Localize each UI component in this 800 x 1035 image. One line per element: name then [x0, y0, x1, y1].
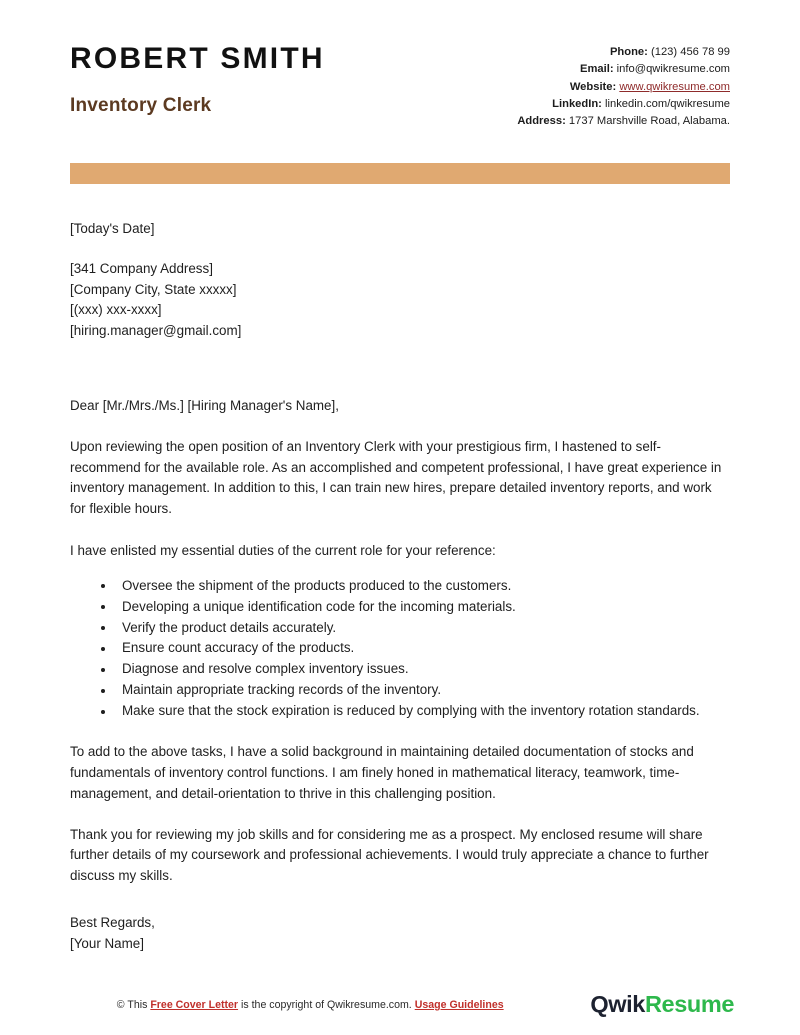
header-accent-bar	[70, 163, 730, 184]
contact-phone-value: (123) 456 78 99	[651, 46, 730, 58]
duties-list-item: Ensure count accuracy of the products.	[122, 638, 730, 659]
footer-text-middle: is the copyright of Qwikresume.com.	[241, 999, 412, 1011]
letter-paragraph-3: Thank you for reviewing my job skills and for considering me as a prospect. My enclosed resume will share further details of my coursework and professional achievements. I would truly appreciate a chance to further discuss my skills.	[70, 826, 709, 884]
contact-address-value: 1737 Marshville Road, Alabama.	[568, 115, 730, 128]
letter-body	[70, 219, 730, 954]
duties-list-item: Maintain appropriate tracking records of the inventory.	[122, 680, 730, 701]
recipient-address-block	[70, 259, 730, 342]
letter-salutation: Dear [Mr./Mrs./Ms.] [Hiring Manager's Name],	[70, 397, 339, 413]
contact-linkedin-label: LinkedIn:	[552, 97, 602, 110]
recipient-line: [(xxx) xxx-xxxx]	[70, 302, 162, 318]
letter-signature: [Your Name]	[70, 935, 144, 951]
letter-closing: Best Regards,	[70, 914, 155, 930]
document-footer	[0, 975, 800, 1021]
contact-address-label: Address:	[517, 115, 566, 128]
duties-list-item: Oversee the shipment of the products produced to the customers.	[122, 576, 730, 597]
contact-info-block	[517, 38, 730, 130]
recipient-line: [341 Company Address]	[70, 260, 213, 276]
recipient-line: [Company City, State xxxxx]	[70, 281, 237, 297]
contact-email-row	[517, 61, 730, 78]
duties-list-item: Diagnose and resolve complex inventory issues.	[122, 659, 730, 680]
contact-linkedin-value: linkedin.com/qwikresume	[605, 97, 730, 110]
duties-list	[70, 576, 730, 722]
letter-paragraph-1: Upon reviewing the open position of an Inventory Clerk with your prestigious firm, I hastened to self-recommend for the available role. As an accomplished and competent professional, I have great experience in inventory management. In addition to this, I can train new hires, prepare detailed inventory reports, and work for flexible hours.	[70, 438, 722, 517]
footer-text-before: This	[127, 999, 148, 1011]
duties-list-item: Verify the product details accurately.	[122, 618, 730, 639]
letter-date: [Today's Date]	[70, 221, 155, 236]
contact-website-link[interactable]: www.qwikresume.com	[619, 80, 730, 93]
footer-link-free-cover-letter[interactable]: Free Cover Letter	[150, 999, 239, 1011]
letter-list-intro: I have enlisted my essential duties of the current role for your reference:	[70, 542, 496, 558]
contact-website-label: Website:	[569, 80, 617, 93]
qwikresume-logo[interactable]	[590, 979, 734, 1018]
duties-list-item: Developing a unique identification code for the incoming materials.	[122, 597, 730, 618]
contact-email-value: info@qwikresume.com	[616, 63, 730, 76]
letter-paragraph-2: To add to the above tasks, I have a solid background in maintaining detailed documentation of stocks and fundamentals of inventory control functions. I am finely honed in mathematical literacy, teamwork, time-management, and detail-orientation to thrive in this challenging position.	[70, 744, 694, 801]
footer-copyright-note	[70, 985, 590, 1011]
contact-email-label: Email:	[579, 63, 614, 76]
candidate-name: ROBERT SMITH	[70, 42, 325, 75]
contact-linkedin-row	[517, 96, 730, 113]
logo-text-resume: Resume	[644, 990, 734, 1017]
contact-website-row	[517, 79, 730, 96]
candidate-job-title: Inventory Clerk	[70, 95, 212, 116]
letter-signoff	[70, 912, 730, 954]
footer-link-usage-guidelines[interactable]: Usage Guidelines	[414, 999, 504, 1011]
identity-block	[70, 38, 325, 117]
logo-text-qwik: Qwik	[590, 990, 645, 1017]
document-header	[0, 0, 800, 130]
contact-address-row	[517, 113, 730, 130]
contact-phone-label: Phone:	[609, 46, 648, 58]
recipient-line: [hiring.manager@gmail.com]	[70, 323, 242, 339]
contact-phone-row	[517, 44, 730, 61]
copyright-icon: ©	[116, 999, 125, 1011]
duties-list-item: Make sure that the stock expiration is reduced by complying with the inventory rotation standards.	[122, 701, 730, 722]
